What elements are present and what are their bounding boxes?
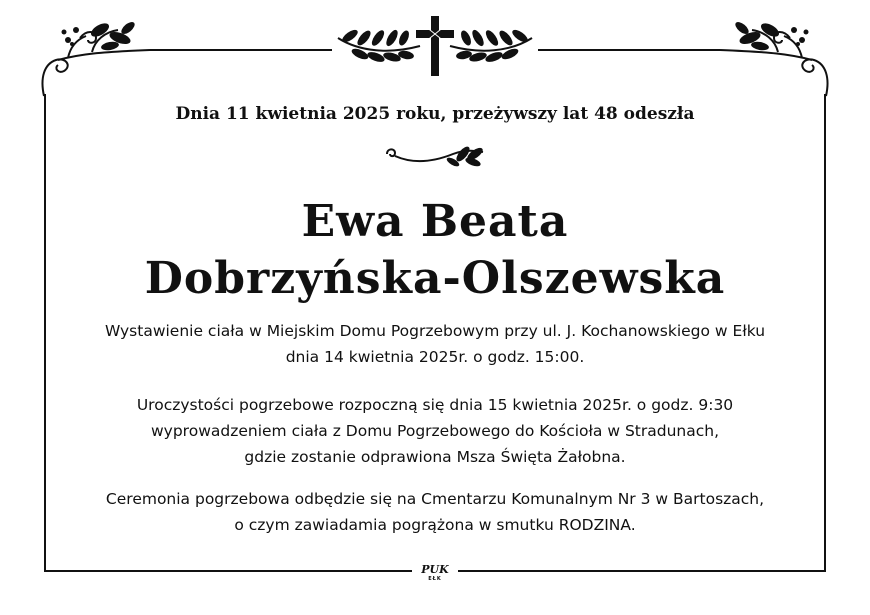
- death-date-intro: Dnia 11 kwietnia 2025 roku, przeżywszy lat 48 odeszła: [175, 104, 695, 124]
- deceased-first-names: Ewa Beata: [301, 196, 569, 247]
- paragraph-line: wyprowadzeniem ciała z Domu Pogrzebowego do Kościoła w Stradunach,: [150, 422, 719, 440]
- paragraph-line: dnia 14 kwietnia 2025r. o godz. 15:00.: [285, 348, 585, 366]
- top-ornament: [0, 0, 870, 100]
- paragraph-line: Ceremonia pogrzebowa odbędzie się na Cmentarzu Komunalnym Nr 3 w Bartoszach,: [105, 490, 765, 508]
- cross-with-laurel-icon: [338, 16, 532, 76]
- company-logo: [412, 561, 458, 585]
- deceased-surname: Dobrzyńska-Olszewska: [144, 253, 726, 304]
- paragraph-line: gdzie zostanie odprawiona Msza Święta Żałobna.: [244, 448, 626, 466]
- paragraph-line: o czym zawiadamia pogrążona w smutku RODZINA.: [234, 516, 636, 534]
- ceremony-paragraph: [0, 392, 870, 470]
- paragraph-line: Wystawienie ciała w Miejskim Domu Pogrzebowym przy ul. J. Kochanowskiego w Ełku: [104, 322, 766, 340]
- logo-main-text: PUK: [421, 563, 449, 576]
- leaf-sprig-icon: [383, 140, 487, 172]
- logo-sub-text: EŁK: [428, 576, 442, 582]
- paragraph-line: Uroczystości pogrzebowe rozpoczną się dnia 15 kwietnia 2025r. o godz. 9:30: [136, 396, 734, 414]
- viewing-paragraph: [0, 318, 870, 370]
- burial-paragraph: [0, 486, 870, 538]
